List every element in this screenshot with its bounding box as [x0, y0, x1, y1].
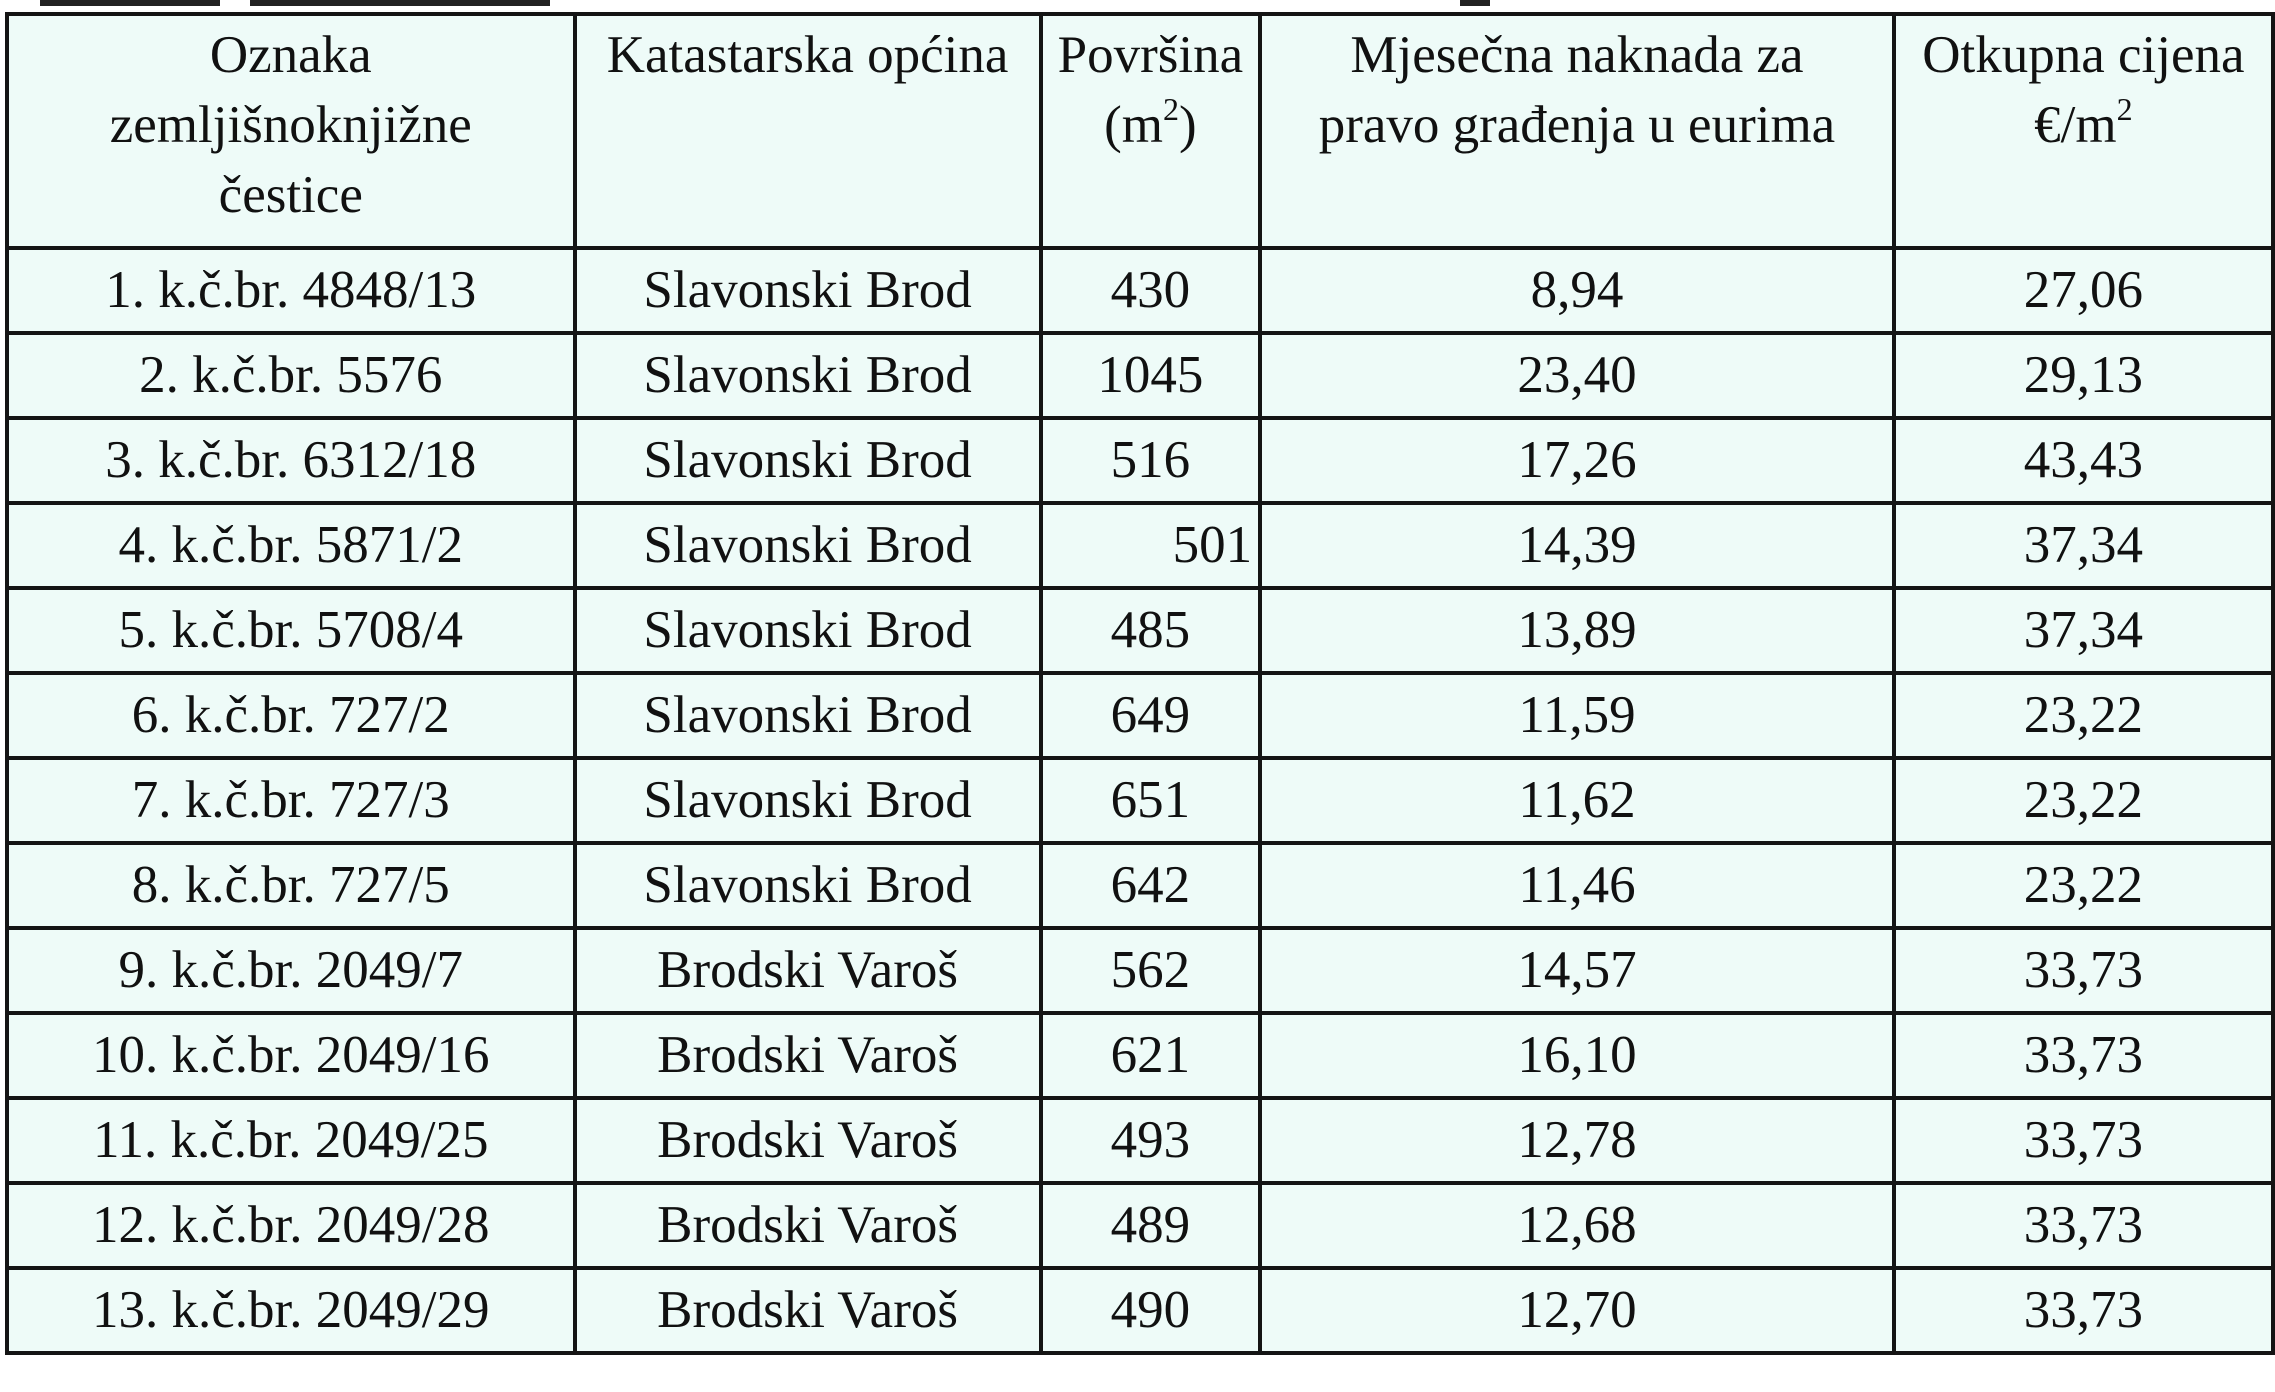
cell-naknada: 23,40 — [1260, 333, 1894, 418]
cell-cijena: 37,34 — [1894, 503, 2273, 588]
cell-cijena: 29,13 — [1894, 333, 2273, 418]
table-row — [7, 1183, 2273, 1268]
cell-naknada: 12,70 — [1260, 1268, 1894, 1353]
cell-cijena: 33,73 — [1894, 1268, 2273, 1353]
table-header-row — [7, 14, 2273, 248]
cell-oznaka: 8. k.č.br. 727/5 — [7, 843, 575, 928]
table-row — [7, 503, 2273, 588]
cell-oznaka: 12. k.č.br. 2049/28 — [7, 1183, 575, 1268]
cell-opcina: Slavonski Brod — [575, 333, 1041, 418]
header-oznaka-line: zemljišnoknjižne — [109, 96, 472, 154]
cell-povrsina: 562 — [1041, 928, 1261, 1013]
cell-opcina: Brodski Varoš — [575, 928, 1041, 1013]
cell-opcina: Brodski Varoš — [575, 1098, 1041, 1183]
table-row — [7, 1098, 2273, 1183]
table-body — [7, 248, 2273, 1353]
cell-opcina: Slavonski Brod — [575, 503, 1041, 588]
header-cijena-label: Otkupna cijena — [1922, 26, 2245, 84]
cell-oznaka: 7. k.č.br. 727/3 — [7, 758, 575, 843]
cell-povrsina: 1045 — [1041, 333, 1261, 418]
header-oznaka-line: Oznaka — [209, 26, 372, 84]
cell-naknada: 11,59 — [1260, 673, 1894, 758]
cell-naknada: 17,26 — [1260, 418, 1894, 503]
cell-naknada: 13,89 — [1260, 588, 1894, 673]
cell-opcina: Slavonski Brod — [575, 418, 1041, 503]
cell-cijena: 37,34 — [1894, 588, 2273, 673]
cell-opcina: Slavonski Brod — [575, 758, 1041, 843]
cell-opcina: Slavonski Brod — [575, 588, 1041, 673]
header-opcina-label: Katastarska općina — [606, 26, 1009, 84]
cell-cijena: 43,43 — [1894, 418, 2273, 503]
cell-naknada: 14,57 — [1260, 928, 1894, 1013]
cell-povrsina: 649 — [1041, 673, 1261, 758]
cell-oznaka: 10. k.č.br. 2049/16 — [7, 1013, 575, 1098]
cell-povrsina: 621 — [1041, 1013, 1261, 1098]
cell-povrsina: 642 — [1041, 843, 1261, 928]
cell-naknada: 12,68 — [1260, 1183, 1894, 1268]
cell-cijena: 23,22 — [1894, 673, 2273, 758]
cell-povrsina: 489 — [1041, 1183, 1261, 1268]
cell-cijena: 33,73 — [1894, 1183, 2273, 1268]
cell-oznaka: 6. k.č.br. 727/2 — [7, 673, 575, 758]
unit-text: €/m — [2034, 96, 2117, 154]
cell-povrsina: 485 — [1041, 588, 1261, 673]
unit-superscript: 2 — [2116, 91, 2133, 127]
table-row — [7, 758, 2273, 843]
cell-povrsina: 490 — [1041, 1268, 1261, 1353]
cell-cijena: 23,22 — [1894, 843, 2273, 928]
unit-close: ) — [1178, 96, 1197, 154]
table-row — [7, 1013, 2273, 1098]
table-row — [7, 418, 2273, 503]
cell-povrsina: 493 — [1041, 1098, 1261, 1183]
cell-opcina: Brodski Varoš — [575, 1268, 1041, 1353]
cell-oznaka: 13. k.č.br. 2049/29 — [7, 1268, 575, 1353]
cell-naknada: 12,78 — [1260, 1098, 1894, 1183]
unit-superscript: 2 — [1162, 91, 1179, 127]
table-row — [7, 588, 2273, 673]
table-row — [7, 333, 2273, 418]
parcels-table — [5, 12, 2275, 1355]
header-naknada-line: Mjesečna naknada za — [1350, 26, 1804, 84]
cell-cijena: 33,73 — [1894, 1013, 2273, 1098]
table-row — [7, 843, 2273, 928]
header-naknada-line: pravo građenja u eurima — [1318, 96, 1836, 154]
header-cijena-unit — [1896, 90, 2271, 160]
cell-oznaka: 4. k.č.br. 5871/2 — [7, 503, 575, 588]
header-oznaka — [7, 14, 575, 248]
cell-naknada: 8,94 — [1260, 248, 1894, 333]
table-row — [7, 248, 2273, 333]
table-row — [7, 1268, 2273, 1353]
cell-naknada: 16,10 — [1260, 1013, 1894, 1098]
cell-opcina: Slavonski Brod — [575, 248, 1041, 333]
header-oznaka-line: čestice — [218, 166, 363, 224]
cell-naknada: 11,62 — [1260, 758, 1894, 843]
cell-oznaka: 1. k.č.br. 4848/13 — [7, 248, 575, 333]
table-row — [7, 928, 2273, 1013]
cell-povrsina: 430 — [1041, 248, 1261, 333]
cell-cijena: 33,73 — [1894, 1098, 2273, 1183]
cell-opcina: Slavonski Brod — [575, 673, 1041, 758]
cell-naknada: 11,46 — [1260, 843, 1894, 928]
cropped-text-strip — [0, 0, 2275, 10]
cell-naknada: 14,39 — [1260, 503, 1894, 588]
header-mjesecna-naknada — [1260, 14, 1894, 248]
cell-povrsina: 516 — [1041, 418, 1261, 503]
cell-cijena: 27,06 — [1894, 248, 2273, 333]
header-otkupna-cijena — [1894, 14, 2273, 248]
header-povrsina — [1041, 14, 1261, 248]
cell-opcina: Brodski Varoš — [575, 1183, 1041, 1268]
unit-open: (m — [1104, 96, 1163, 154]
header-katastarska-opcina — [575, 14, 1041, 248]
cell-opcina: Brodski Varoš — [575, 1013, 1041, 1098]
cell-opcina: Slavonski Brod — [575, 843, 1041, 928]
table-row — [7, 673, 2273, 758]
cell-oznaka: 2. k.č.br. 5576 — [7, 333, 575, 418]
cell-oznaka: 9. k.č.br. 2049/7 — [7, 928, 575, 1013]
cell-oznaka: 3. k.č.br. 6312/18 — [7, 418, 575, 503]
header-povrsina-unit — [1043, 90, 1259, 160]
cell-cijena: 23,22 — [1894, 758, 2273, 843]
cell-povrsina: 501 — [1041, 503, 1261, 588]
cell-cijena: 33,73 — [1894, 928, 2273, 1013]
cell-oznaka: 5. k.č.br. 5708/4 — [7, 588, 575, 673]
header-povrsina-label: Površina — [1057, 26, 1244, 84]
cell-povrsina: 651 — [1041, 758, 1261, 843]
cell-oznaka: 11. k.č.br. 2049/25 — [7, 1098, 575, 1183]
